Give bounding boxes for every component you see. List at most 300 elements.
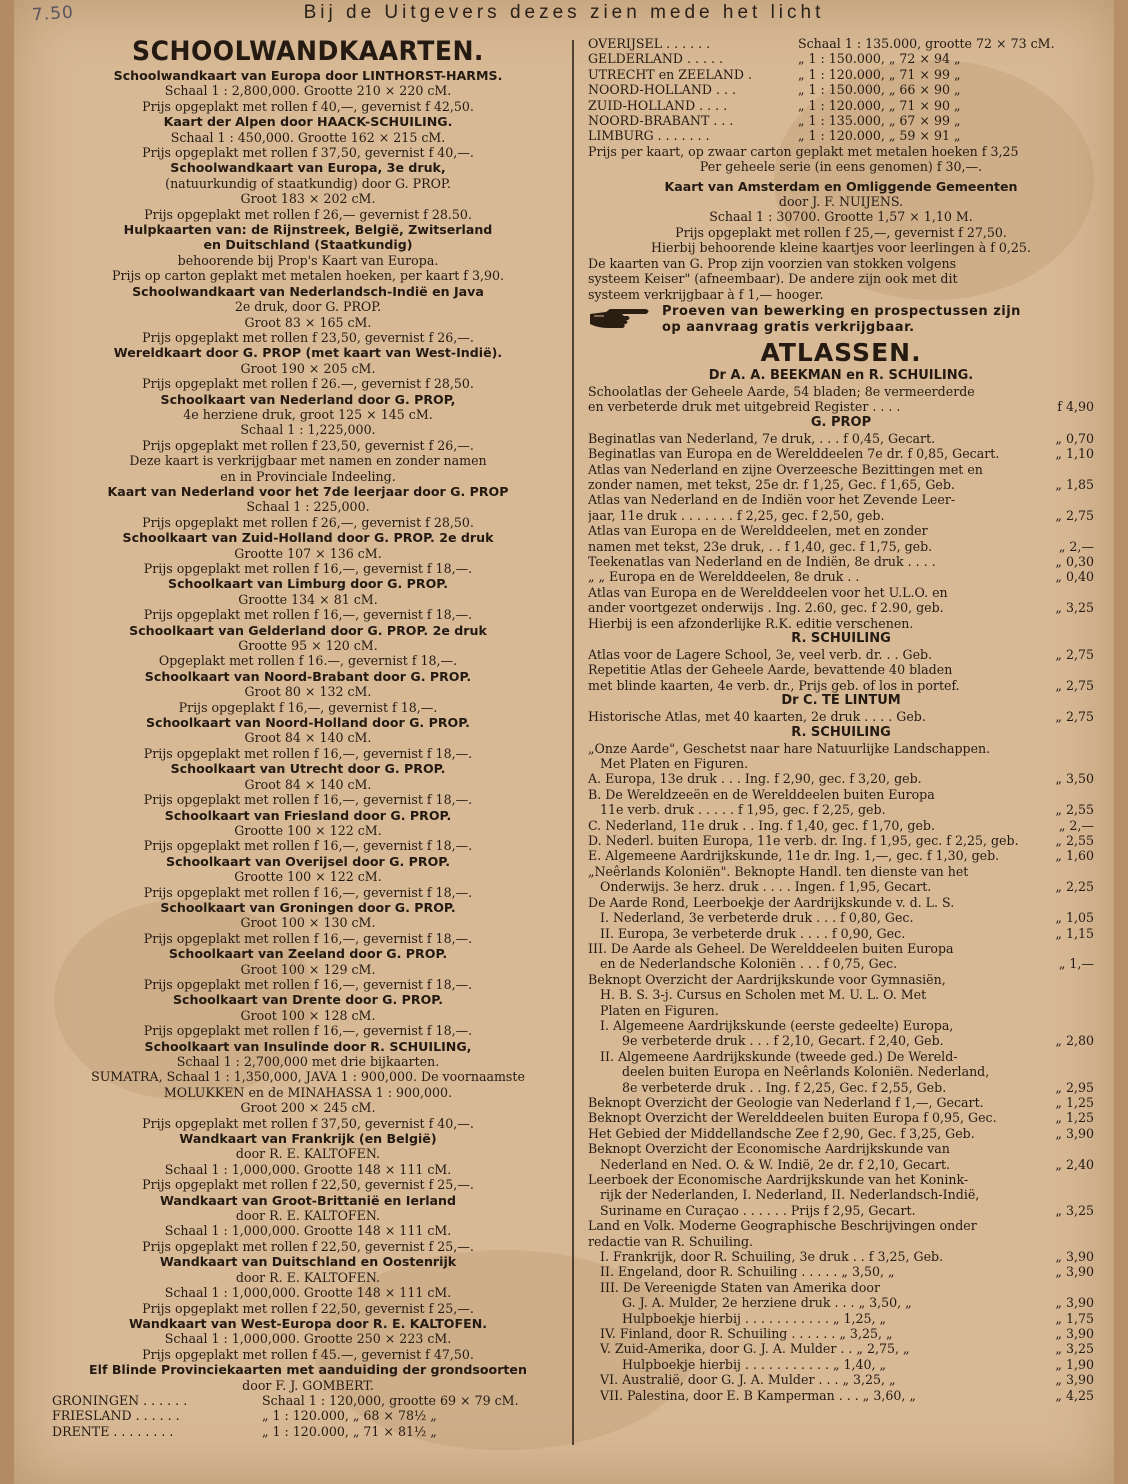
catalog-entry <box>588 1280 1094 1295</box>
catalog-entry <box>588 446 1094 461</box>
catalog-entry <box>588 585 1094 600</box>
entry-description: II. Engeland, door R. Schuiling . . . . . „ 3,50, „ <box>600 1264 895 1280</box>
entry-price: „ 1,15 <box>1055 925 1094 941</box>
catalog-entry <box>588 848 1094 863</box>
map-detail-line: Grootte 100 × 122 cM. <box>234 869 382 885</box>
entry-description: III. De Aarde als Geheel. De Werelddeelen buiten Europa <box>588 940 954 956</box>
keiser-system-note <box>588 256 1094 302</box>
entry-price: „ 0,30 <box>1055 553 1094 569</box>
entry-price: „ 1,05 <box>1055 910 1094 926</box>
entry-price: „ 0,40 <box>1055 569 1094 585</box>
province-scale-size: „ 1 : 135.000, „ 67 × 99 „ <box>798 113 961 129</box>
pencil-price-note: 7.50 <box>31 2 75 26</box>
catalog-entry <box>588 384 1094 399</box>
catalog-entry <box>588 879 1094 894</box>
entry-price <box>1046 741 1094 756</box>
catalog-entry <box>588 895 1094 910</box>
catalog-entry <box>588 1311 1094 1326</box>
entry-description: III. De Vereenigde Staten van Amerika door <box>600 1279 881 1295</box>
map-title: Schoolkaart van Zeeland door G. PROP. <box>168 946 448 962</box>
entry-description: Hierbij is een afzonderlijke R.K. editie verschenen. <box>588 615 914 631</box>
catalog-entry <box>588 802 1094 817</box>
map-detail-line: Prijs opgeplakt met rollen f 26,— gevernist f 28.50. <box>144 206 472 222</box>
province-row <box>588 128 1094 143</box>
entry-description: Onderwijs. 3e herz. druk . . . . Ingen. f 1,95, Gecart. <box>600 879 932 895</box>
map-title: Schoolkaart van Noord-Holland door G. PROP. <box>146 715 470 731</box>
map-title: Wereldkaart door G. PROP (met kaart van West-Indië). <box>113 345 503 361</box>
map-detail-line: Schaal 1 : 1,000,000. Grootte 148 × 111 cM. <box>164 1285 452 1301</box>
wall-map-listing <box>52 68 564 1393</box>
entry-price: „ 2,— <box>1058 817 1094 833</box>
entry-price <box>1046 895 1094 910</box>
entry-price: „ 3,90 <box>1055 1249 1094 1265</box>
map-title: Schoolkaart van Utrecht door G. PROP. <box>170 761 446 777</box>
samples-notice <box>588 304 1094 336</box>
schuiling-books-heading: R. SCHUILING <box>791 724 891 740</box>
province-name: OVERIJSEL . . . . . . <box>588 36 711 51</box>
province-row <box>52 1424 564 1439</box>
catalog-entry <box>588 1003 1094 1018</box>
catalog-entry <box>588 956 1094 971</box>
catalog-entry <box>588 756 1094 771</box>
entry-price: „ 1,25 <box>1055 1110 1094 1126</box>
catalog-entry <box>588 1326 1094 1341</box>
map-detail-line: Schaal 1 : 1,000,000. Grootte 148 × 111 cM. <box>164 1161 452 1177</box>
price-note: Prijs per kaart, op zwaar carton geplakt met metalen hoeken f 3,25 <box>588 143 1019 159</box>
map-detail-line: Groot 100 × 128 cM. <box>240 1007 376 1023</box>
entry-description: Nederland en Ned. O. & W. Indië, 2e dr. f 2,10, Gecart. <box>600 1156 951 1172</box>
map-detail-line: Prijs opgeplakt met rollen f 23,50, gevernist f 26,—. <box>142 329 474 345</box>
entry-description: Atlas van Nederland en zijne Overzeesche Bezittingen met en <box>588 461 983 477</box>
entry-price: „ 1,25 <box>1055 1094 1094 1110</box>
entry-description: Land en Volk. Moderne Geographische Beschrijvingen onder <box>588 1218 977 1234</box>
province-name: GELDERLAND . . . . . <box>588 51 723 67</box>
map-title: Schoolwandkaart van Europa, 3e druk, <box>170 160 446 176</box>
beekman-atlas-list <box>588 384 1094 415</box>
catalog-entry <box>588 1095 1094 1110</box>
entry-price <box>1046 462 1094 477</box>
map-detail-line: door R. E. KALTOFEN. <box>235 1269 381 1285</box>
province-scale-size: „ 1 : 120.000, „ 71 × 99 „ <box>798 66 961 82</box>
catalog-entry <box>588 1080 1094 1095</box>
entry-price <box>1046 1141 1094 1156</box>
catalog-entry <box>588 1295 1094 1310</box>
map-detail-line: Groot 83 × 165 cM. <box>244 314 372 330</box>
catalog-entry <box>588 1141 1094 1156</box>
entry-description: Atlas van Nederland en de Indiën voor het Zevende Leer- <box>588 492 956 508</box>
entry-price: „ 2,55 <box>1055 802 1094 818</box>
catalog-entry <box>588 662 1094 677</box>
entry-price: „ 3,90 <box>1055 1326 1094 1342</box>
te-lintum-heading: Dr C. TE LINTUM <box>781 693 901 709</box>
map-title: Wandkaart van Groot-Brittanië en Ierland <box>159 1192 457 1208</box>
map-detail-line: Prijs opgeplakt met rollen f 16,—, gevernist f 18,—. <box>143 976 473 992</box>
catalog-entry <box>588 523 1094 538</box>
entry-description: redactie van R. Schuiling. <box>588 1233 754 1249</box>
entry-price: „ 3,25 <box>1055 600 1094 616</box>
map-detail-line: door F. J. GOMBERT. <box>242 1377 374 1393</box>
map-detail-line: MOLUKKEN en de MINAHASSA 1 : 900,000. <box>163 1084 453 1100</box>
entry-description: Beknopt Overzicht der Aardrijkskunde voor Gymnasiën, <box>588 971 946 987</box>
map-detail-line: Prijs opgeplakt met rollen f 16,—, gevernist f 18,—. <box>143 884 473 900</box>
map-detail-line: Schaal 1 : 2,800,000. Grootte 210 × 220 cM. <box>164 83 452 99</box>
entry-description: D. Nederl. buiten Europa, 11e verb. dr. Ing. f 1,95, gec. f 2,25, geb. <box>588 833 1019 849</box>
entry-price <box>1046 1234 1094 1249</box>
catalog-entry <box>588 1187 1094 1202</box>
entry-price <box>1046 616 1094 631</box>
map-detail-line: Prijs opgeplakt met rollen f 16,—, gevernist f 18,—. <box>143 1023 473 1039</box>
entry-price <box>1046 1064 1094 1079</box>
entry-price <box>1046 1003 1094 1018</box>
catalog-entry <box>588 1388 1094 1403</box>
map-detail-line: Groot 84 × 140 cM. <box>244 730 372 746</box>
map-detail-line: Prijs opgeplakt met rollen f 45.—, gevernist f 47,50. <box>142 1346 474 1362</box>
map-title: Kaart der Alpen door HAACK-SCHUILING. <box>163 114 453 130</box>
map-title: Wandkaart van West-Europa door R. E. KALTOFEN. <box>128 1315 488 1331</box>
entry-price: „ 2,55 <box>1055 833 1094 849</box>
entry-price: „ 3,90 <box>1055 1264 1094 1280</box>
province-name: DRENTE . . . . . . . . <box>52 1423 174 1439</box>
map-detail-line: behoorende bij Prop's Kaart van Europa. <box>177 252 439 268</box>
map-detail-line: Deze kaart is verkrijgbaar met namen en zonder namen <box>129 453 487 469</box>
province-scale-size: Schaal 1 : 135.000, grootte 72 × 73 cM. <box>798 36 1055 51</box>
entry-description: 11e verb. druk . . . . . f 1,95, gec. f 2,25, geb. <box>600 802 886 818</box>
map-detail-line: Groot 80 × 132 cM. <box>244 684 372 700</box>
entry-description: IV. Finland, door R. Schuiling . . . . . . „ 3,25, „ <box>600 1326 893 1342</box>
entry-price: „ 2,95 <box>1055 1079 1094 1095</box>
province-row <box>588 51 1094 66</box>
te-lintum-atlas-list <box>588 709 1094 724</box>
map-title: en Duitschland (Staatkundig) <box>203 237 413 253</box>
entry-price: „ 2,75 <box>1055 647 1094 662</box>
schuiling-heading: R. SCHUILING <box>791 631 891 646</box>
map-title: Schoolkaart van Limburg door G. PROP. <box>168 576 448 592</box>
entry-price <box>1046 1280 1094 1295</box>
map-detail-line: Schaal 1 : 225,000. <box>246 499 370 515</box>
catalog-entry <box>588 1064 1094 1079</box>
entry-price: „ 3,90 <box>1055 1125 1094 1141</box>
entry-price: „ 2,80 <box>1055 1033 1094 1049</box>
map-detail-line: Groot 190 × 205 cM. <box>240 360 376 376</box>
entry-description: Hulpboekje hierbij . . . . . . . . . . . „ 1,25, „ <box>622 1310 887 1326</box>
catalog-entry <box>588 1218 1094 1233</box>
catalog-entry <box>588 1234 1094 1249</box>
entry-description: I. Algemeene Aardrijkskunde (eerste gedeelte) Europa, <box>600 1017 954 1033</box>
catalog-entry <box>588 741 1094 756</box>
map-detail-line: SUMATRA, Schaal 1 : 1,350,000, JAVA 1 : 900,000. De voornaamste <box>91 1069 525 1085</box>
amsterdam-detail-line: Hierbij behoorende kleine kaartjes voor leerlingen à f 0,25. <box>651 240 1031 256</box>
map-title: Schoolkaart van Overijsel door G. PROP. <box>166 853 450 869</box>
catalog-entry <box>588 941 1094 956</box>
catalog-entry <box>588 508 1094 523</box>
catalog-entry <box>588 569 1094 584</box>
publisher-header: Bij de Uitgevers dezes zien mede het licht <box>303 2 825 23</box>
entry-price: „ 2,75 <box>1055 709 1094 725</box>
map-detail-line: Prijs opgeplakt met rollen f 37,50, gevernist f 40,—. <box>142 1115 474 1131</box>
entry-price <box>1046 1218 1094 1233</box>
map-detail-line: 2e druk, door G. PROP. <box>234 299 382 315</box>
entry-price <box>1046 492 1094 507</box>
entry-price: „ 2,— <box>1058 538 1094 554</box>
column-divider <box>572 40 574 1445</box>
entry-description: Schoolatlas der Geheele Aarde, 54 bladen; 8e vermeerderde <box>588 383 975 399</box>
map-detail-line: Prijs opgeplakt met rollen f 16,—, gevernist f 18,—. <box>143 607 473 623</box>
entry-description: en verbeterde druk met uitgebreid Register . . . . <box>588 399 901 415</box>
entry-price: f 4,90 <box>1057 399 1094 415</box>
entry-price: „ 3,90 <box>1055 1295 1094 1311</box>
entry-price <box>1046 523 1094 538</box>
entry-price: „ 1,10 <box>1055 446 1094 462</box>
entry-price <box>1046 941 1094 956</box>
map-title: Schoolkaart van Noord-Brabant door G. PROP. <box>144 668 472 684</box>
map-detail-line: Groot 200 × 245 cM. <box>240 1100 376 1116</box>
entry-description: Beginatlas van Europa en de Werelddeelen 7e dr. f 0,85, Gecart. <box>588 446 1000 462</box>
entry-description: Beginatlas van Nederland, 7e druk, . . . f 0,45, Gecart. <box>588 430 936 446</box>
map-detail-line: Prijs opgeplakt met rollen f 26.—, gevernist f 28,50. <box>142 376 474 392</box>
map-title: Elf Blinde Provinciekaarten met aanduiding der grondsoorten <box>89 1362 527 1378</box>
map-detail-line: Prijs opgeplakt f 16,—, gevernist f 18,—. <box>178 699 438 715</box>
beekman-heading: Dr A. A. BEEKMAN en R. SCHUILING. <box>708 367 974 383</box>
right-column <box>588 36 1094 1403</box>
catalog-entry <box>588 787 1094 802</box>
catalog-entry <box>588 462 1094 477</box>
map-detail-line: Prijs opgeplakt met rollen f 37,50, gevernist f 40,—. <box>142 145 474 161</box>
entry-description: namen met tekst, 23e druk, . . f 1,40, gec. f 1,75, geb. <box>588 538 933 554</box>
entry-price: „ 3,50 <box>1055 771 1094 787</box>
catalog-entry <box>588 709 1094 724</box>
catalog-entry <box>588 1249 1094 1264</box>
map-detail-line: Schaal 1 : 1,225,000. <box>240 422 376 438</box>
entry-description: ander voortgezet onderwijs . Ing. 2.60, gec. f 2.90, geb. <box>588 600 944 616</box>
catalog-entry <box>588 647 1094 662</box>
amsterdam-map-entry <box>588 179 1094 256</box>
entry-price <box>1046 756 1094 771</box>
entry-description: met blinde kaarten, 4e verb. dr., Prijs geb. of los in portef. <box>588 677 960 693</box>
catalog-entry <box>588 1033 1094 1048</box>
entry-description: en de Nederlandsche Koloniën . . . f 0,75, Gec. <box>600 956 898 972</box>
province-row <box>52 1393 564 1408</box>
province-scale-size: „ 1 : 120.000, „ 71 × 90 „ <box>798 97 961 113</box>
catalog-entry <box>588 910 1094 925</box>
entry-description: II. Europa, 3e verbeterde druk . . . . f 0,90, Gec. <box>600 925 906 941</box>
map-detail-line: Prijs opgeplakt met rollen f 22,50, gevernist f 25,—. <box>142 1238 474 1254</box>
catalog-entry <box>588 1110 1094 1125</box>
left-column <box>52 36 564 1439</box>
catalog-entry <box>588 833 1094 848</box>
entry-price: „ 2,75 <box>1055 677 1094 693</box>
schuiling-book-list <box>588 741 1094 1403</box>
schoolwandkaarten-title: SCHOOLWANDKAARTEN. <box>132 36 484 67</box>
entry-description: Suriname en Curaçao . . . . . . Prijs f 2,95, Gecart. <box>600 1202 916 1218</box>
entry-description: De Aarde Rond, Leerboekje der Aardrijkskunde v. d. L. S. <box>588 894 955 910</box>
amsterdam-detail-line: Schaal 1 : 30700. Grootte 1,57 × 1,10 M. <box>709 209 973 225</box>
entry-description: H. B. S. 3-j. Cursus en Scholen met M. U. L. O. Met <box>600 987 927 1003</box>
entry-price <box>1046 384 1094 399</box>
catalog-entry <box>588 1341 1094 1356</box>
map-title: Schoolkaart van Insulinde door R. SCHUILING, <box>144 1038 472 1054</box>
entry-price <box>1046 1049 1094 1064</box>
entry-description: 8e verbeterde druk . . Ing. f 2,25, Gec. f 2,55, Geb. <box>622 1079 947 1095</box>
map-detail-line: Prijs opgeplakt met rollen f 16,—, gevernist f 18,—. <box>143 930 473 946</box>
catalog-entry <box>588 926 1094 941</box>
catalog-entry <box>588 477 1094 492</box>
map-detail-line: Schaal 1 : 1,000,000. Grootte 148 × 111 cM. <box>164 1223 452 1239</box>
map-title: Schoolkaart van Gelderland door G. PROP. 2e druk <box>129 622 487 638</box>
entry-price: „ 4,25 <box>1055 1387 1094 1403</box>
prop-atlas-list <box>588 431 1094 631</box>
province-name: FRIESLAND . . . . . . <box>52 1408 180 1424</box>
map-title: Kaart van Nederland voor het 7de leerjaar door G. PROP <box>107 483 509 499</box>
entry-price <box>1046 864 1094 879</box>
keiser-note-line: De kaarten van G. Prop zijn voorzien van stokken volgens <box>588 255 957 271</box>
entry-description: E. Algemeene Aardrijkskunde, 11e dr. Ing. 1,—, gec. f 1,30, geb. <box>588 848 1000 864</box>
province-scale-size: Schaal 1 : 120,000, grootte 69 × 79 cM. <box>262 1392 519 1408</box>
entry-price: „ 2,40 <box>1055 1156 1094 1172</box>
map-detail-line: Groot 183 × 202 cM. <box>240 191 376 207</box>
map-detail-line: Groot 100 × 130 cM. <box>240 915 376 931</box>
map-detail-line: en in Provinciale Indeeling. <box>220 468 396 484</box>
entry-price: „ 3,25 <box>1055 1202 1094 1218</box>
map-detail-line: Prijs opgeplakt met rollen f 22,50, gevernist f 25,—. <box>142 1300 474 1316</box>
catalog-entry <box>588 987 1094 1002</box>
map-detail-line: Grootte 100 × 122 cM. <box>234 822 382 838</box>
map-detail-line: door R. E. KALTOFEN. <box>235 1208 381 1224</box>
entry-description: Het Gebied der Middellandsche Zee f 2,90, Gec. f 3,25, Geb. <box>588 1125 975 1141</box>
entry-description: VII. Palestina, door E. B Kamperman . . . „ 3,60, „ <box>600 1387 916 1403</box>
map-detail-line: Schaal 1 : 450,000. Grootte 162 × 215 cM. <box>170 129 446 145</box>
province-name: LIMBURG . . . . . . . <box>588 128 710 144</box>
entry-description: deelen buiten Europa en Neêrlands Koloniën. Nederland, <box>622 1064 990 1080</box>
entry-price: „ 1,— <box>1058 956 1094 972</box>
amsterdam-detail-line: Prijs opgeplakt met rollen f 25,—, gevernist f 27,50. <box>675 224 1007 240</box>
province-scale-size: „ 1 : 120.000, „ 59 × 91 „ <box>798 128 961 144</box>
catalog-entry <box>588 678 1094 693</box>
map-detail-line: Schaal 1 : 1,000,000. Grootte 250 × 223 cM. <box>164 1331 452 1347</box>
entry-price <box>1046 1172 1094 1187</box>
catalog-entry <box>588 1203 1094 1218</box>
entry-description: G. J. A. Mulder, 2e herziene druk . . . „ 3,50, „ <box>622 1295 912 1311</box>
entry-description: Atlas van Europa en de Werelddeelen voor het U.L.O. en <box>588 584 948 600</box>
map-detail-line: Prijs opgeplakt met rollen f 16,—, gevernist f 18,—. <box>143 561 473 576</box>
entry-description: rijk der Nederlanden, I. Nederland, II. Nederlandsch-Indië, <box>600 1187 980 1203</box>
province-scale-size: „ 1 : 120.000, „ 68 × 78½ „ <box>262 1408 437 1424</box>
map-detail-line: Schaal 1 : 2,700,000 met drie bijkaarten. <box>176 1054 440 1069</box>
map-title: Schoolkaart van Friesland door G. PROP. <box>164 807 452 823</box>
map-detail-line: Prijs opgeplakt met rollen f 16,—, gevernist f 18,—. <box>143 745 473 761</box>
map-detail-line: Prijs opgeplakt met rollen f 22,50, gevernist f 25,—. <box>142 1177 474 1193</box>
map-title: Wandkaart van Frankrijk (en België) <box>179 1131 437 1147</box>
map-detail-line: 4e herziene druk, groot 125 × 145 cM. <box>183 406 433 422</box>
catalog-entry <box>588 616 1094 631</box>
province-name: ZUID-HOLLAND . . . . <box>588 97 728 113</box>
map-detail-line: Groot 100 × 129 cM. <box>240 961 376 977</box>
catalog-entry <box>588 1357 1094 1372</box>
entry-description: Repetitie Atlas der Geheele Aarde, bevattende 40 bladen <box>588 662 953 678</box>
province-row <box>588 82 1094 97</box>
catalog-entry <box>588 1126 1094 1141</box>
entry-description: Beknopt Overzicht der Werelddeelen buiten Europa f 0,95, Gec. <box>588 1110 997 1126</box>
entry-price: „ 2,75 <box>1055 507 1094 523</box>
entry-price: „ 3,90 <box>1055 1372 1094 1388</box>
catalog-entry <box>588 771 1094 786</box>
entry-description: Met Platen en Figuren. <box>600 756 749 772</box>
map-detail-line: (natuurkundig of staatkundig) door G. PROP. <box>165 175 451 191</box>
map-title: Schoolwandkaart van Nederlandsch-Indië en Java <box>132 283 484 299</box>
price-note: Per geheele serie (in eens genomen) f 30,—. <box>699 159 983 175</box>
map-detail-line: Prijs op carton geplakt met metalen hoeken, per kaart f 3,90. <box>111 268 505 284</box>
entry-description: Platen en Figuren. <box>600 1002 719 1018</box>
samples-notice-line-1: Proeven van bewerking en prospectussen zijn <box>662 303 1021 319</box>
prop-heading: G. PROP <box>810 414 872 430</box>
entry-price: „ 3,25 <box>1055 1341 1094 1357</box>
province-name: UTRECHT en ZEELAND . <box>588 66 752 82</box>
entry-price <box>1046 1018 1094 1033</box>
map-detail-line: Prijs opgeplakt met rollen f 40,—, gevernist f 42,50. <box>142 98 474 114</box>
keiser-note-line: systeem verkrijgbaar à f 1,— hooger. <box>588 286 824 302</box>
map-detail-line: Prijs opgeplakt met rollen f 26,—, gevernist f 28,50. <box>142 514 474 530</box>
entry-price <box>1046 987 1094 1002</box>
page-edge-left <box>0 0 14 1484</box>
entry-description: „ „ Europa en de Werelddeelen, 8e druk . . <box>588 569 860 585</box>
entry-description: „Onze Aarde", Geschetst naar hare Natuurlijke Landschappen. <box>588 740 991 756</box>
province-map-table-left <box>52 1393 564 1439</box>
map-detail-line: Grootte 134 × 81 cM. <box>238 591 378 607</box>
catalog-entry <box>588 600 1094 615</box>
amsterdam-detail-line: door J. F. NUIJENS. <box>778 194 904 210</box>
map-detail-line: Prijs opgeplakt met rollen f 16,—, gevernist f 18,—. <box>143 792 473 808</box>
catalog-entry <box>588 399 1094 414</box>
entry-description: Historische Atlas, met 40 kaarten, 2e druk . . . . Geb. <box>588 709 926 725</box>
entry-description: I. Frankrijk, door R. Schuiling, 3e druk . . f 3,25, Geb. <box>600 1249 944 1265</box>
entry-price: „ 1,75 <box>1055 1310 1094 1326</box>
province-scale-size: „ 1 : 120.000, „ 71 × 81½ „ <box>262 1423 437 1439</box>
entry-price <box>1046 787 1094 802</box>
amsterdam-map-title: Kaart van Amsterdam en Omliggende Gemeenten <box>664 178 1018 194</box>
map-title: Hulpkaarten van: de Rijnstreek, België, Zwitserland <box>123 222 493 238</box>
province-row <box>588 67 1094 82</box>
entry-description: Beknopt Overzicht der Geologie van Nederland f 1,—, Gecart. <box>588 1094 984 1110</box>
catalog-entry <box>588 431 1094 446</box>
catalog-entry <box>588 554 1094 569</box>
province-name: NOORD-HOLLAND . . . <box>588 82 737 98</box>
province-name: GRONINGEN . . . . . . <box>52 1392 188 1408</box>
map-detail-line: Prijs opgeplakt met rollen f 16,—, gevernist f 18,—. <box>143 838 473 854</box>
entry-description: VI. Australië, door G. J. A. Mulder . . . „ 3,25, „ <box>600 1372 896 1388</box>
province-map-table-right <box>588 36 1094 144</box>
map-title: Schoolkaart van Zuid-Holland door G. PROP. 2e druk <box>122 530 494 546</box>
page-edge-right <box>1114 0 1128 1484</box>
catalog-entry <box>588 972 1094 987</box>
atlassen-title: ATLASSEN. <box>760 337 922 367</box>
map-title: Wandkaart van Duitschland en Oostenrijk <box>159 1254 457 1270</box>
entry-description: Atlas voor de Lagere School, 3e, veel verb. dr. . . Geb. <box>588 647 933 662</box>
schuiling-atlas-list <box>588 647 1094 693</box>
entry-price: „ 1,60 <box>1055 848 1094 864</box>
entry-description: jaar, 11e druk . . . . . . . f 2,25, gec. f 2,50, geb. <box>588 507 885 523</box>
map-title: Schoolkaart van Drente door G. PROP. <box>172 992 444 1008</box>
catalog-entry <box>588 864 1094 879</box>
entry-description: Beknopt Overzicht der Economische Aardrijkskunde van <box>588 1141 950 1157</box>
province-row <box>588 98 1094 113</box>
entry-description: „Neêrlands Koloniën". Beknopte Handl. ten dienste van het <box>588 863 969 879</box>
province-name: NOORD-BRABANT . . . <box>588 113 734 129</box>
province-scale-size: „ 1 : 150.000, „ 72 × 94 „ <box>798 51 961 67</box>
catalog-entry <box>588 1157 1094 1172</box>
entry-description: A. Europa, 13e druk . . . Ing. f 2,90, gec. f 3,20, geb. <box>588 771 922 787</box>
entry-price: „ 1,85 <box>1055 476 1094 492</box>
catalog-entry <box>588 1172 1094 1187</box>
entry-description: Teekenatlas van Nederland en de Indiën, 8e druk . . . . <box>588 553 936 569</box>
